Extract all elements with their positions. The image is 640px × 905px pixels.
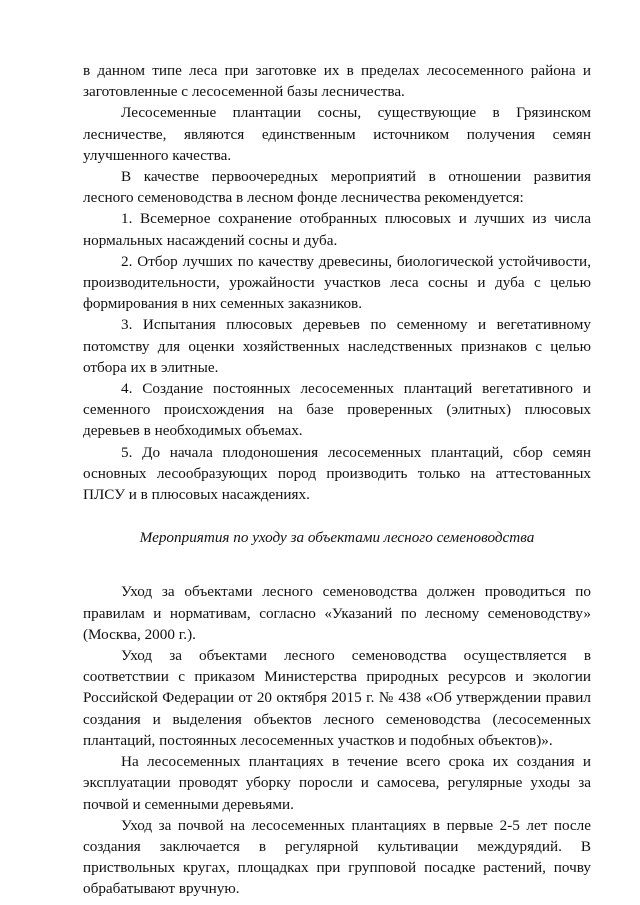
- section-heading: Мероприятия по уходу за объектами лесного семеноводства: [139, 529, 535, 547]
- paragraph-soil-care: Уход за почвой на лесосеменных плантациях в первые 2-5 лет после создания заключается в регулярной культивации междурядий. В приствольных кругах, площадках при групповой посадке растений, почву обрабатывают вручную.: [83, 816, 591, 898]
- list-item-1: 1. Всемерное сохранение отобранных плюсовых и лучших из числа нормальных насаждений сосны и дуба.: [83, 210, 591, 249]
- list-item-2: 2. Отбор лучших по качеству древесины, биологической устойчивости, производительности, урожайности участков леса сосны и дуба с целью формирования в них семенных заказников.: [83, 252, 591, 313]
- paragraph-ministry-order: Уход за объектами лесного семеноводства осуществляется в соответствии с приказом Министерства природных ресурсов и экологии Российской Федерации от 20 октября 2015 г. № 438 «Об утверждении правил создания и выделения объектов лесного семеноводства (лесосеменных плантаций, постоянных лесосеменных участков и подобных объектов)».: [83, 647, 591, 749]
- list-item-3: 3. Испытания плюсовых деревьев по семенному и вегетативному потомству для оценки хозяйственных наследственных признаков с целью отбора их в элитные.: [83, 316, 591, 376]
- paragraph-continuation: в данном типе леса при заготовке их в пределах лесосеменного района и заготовленные с лесосеменной базы лесничества.: [83, 62, 591, 101]
- paragraph-plantation-care: На лесосеменных плантациях в течение всего срока их создания и эксплуатации проводят уборку поросли и самосева, регулярные уходы за почвой и семенными деревьями.: [83, 753, 591, 813]
- document-page: [83, 60, 591, 900]
- paragraph-care-rules: Уход за объектами лесного семеноводства должен проводиться по правилам и нормативам, согласно «Указаний по лесному семеноводству» (Москва, 2000 г.).: [83, 583, 591, 643]
- paragraph-seed-plantations: Лесосеменные плантации сосны, существующие в Грязинском лесничестве, являются единственным источником получения семян улучшенного качества.: [83, 104, 591, 164]
- paragraph-priority-measures: В качестве первоочередных мероприятий в отношении развития лесного семеноводства в лесном фонде лесничества рекомендуется:: [83, 168, 591, 207]
- list-item-5: 5. До начала плодоношения лесосеменных плантаций, сбор семян основных лесообразующих пород производить только на аттестованных ПЛСУ и в плюсовых насаждениях.: [83, 443, 591, 504]
- list-item-4: 4. Создание постоянных лесосеменных плантаций вегетативного и семенного происхождения на базе проверенных (элитных) плюсовых деревьев в необходимых объемах.: [83, 380, 591, 440]
